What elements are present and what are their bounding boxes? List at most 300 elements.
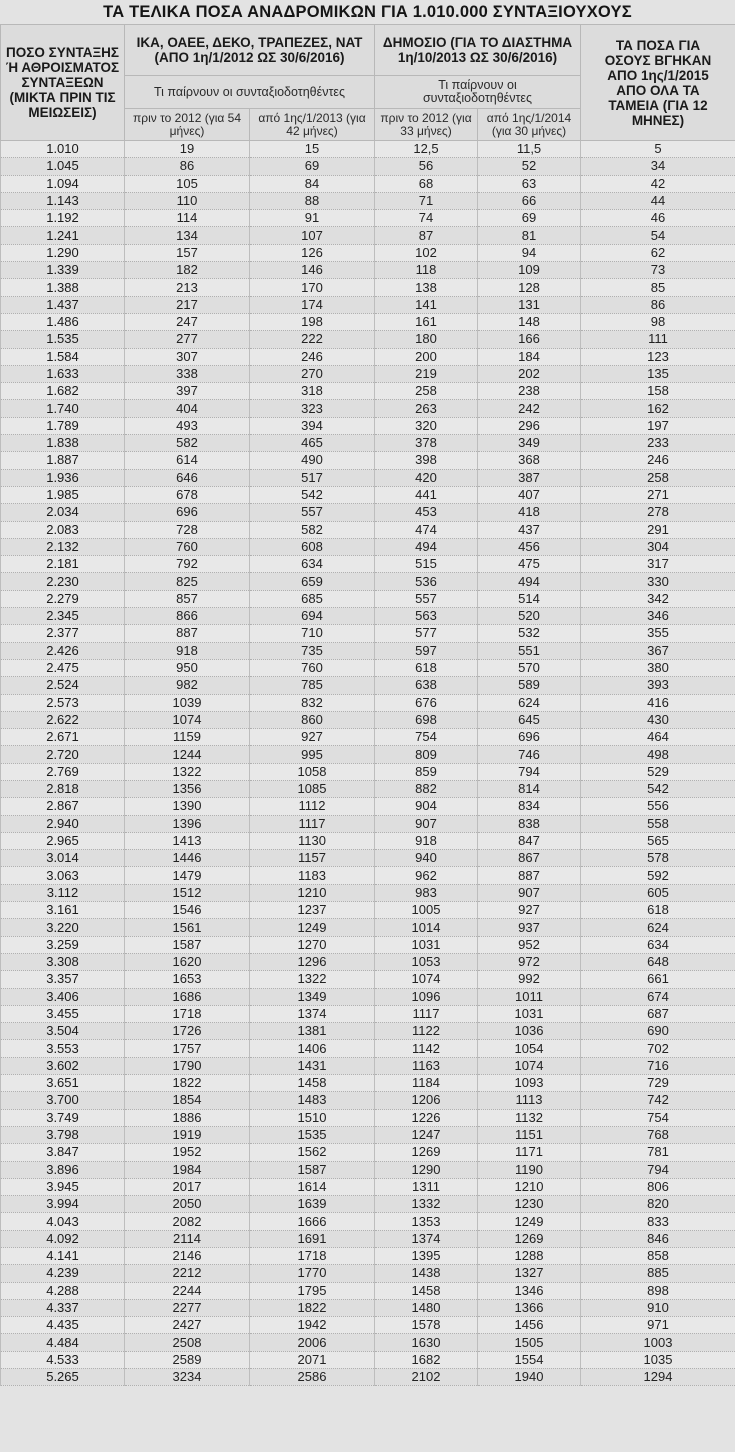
col-public-from-2014: από 1ης/1/2014 (για 30 μήνες) (478, 109, 581, 141)
cell-pension: 1.789 (1, 417, 125, 434)
cell-pension: 4.092 (1, 1230, 125, 1247)
cell-ika-before-2012: 866 (125, 608, 250, 625)
cell-retired-2015: 46 (581, 210, 735, 227)
cell-public-before-2012: 1578 (375, 1317, 478, 1334)
cell-public-before-2012: 398 (375, 452, 478, 469)
cell-public-from-2014: 847 (478, 832, 581, 849)
cell-public-from-2014: 1456 (478, 1317, 581, 1334)
cell-pension: 3.602 (1, 1057, 125, 1074)
cell-ika-from-2013: 659 (250, 573, 375, 590)
cell-ika-from-2013: 557 (250, 504, 375, 521)
cell-pension: 1.045 (1, 158, 125, 175)
cell-pension: 1.486 (1, 313, 125, 330)
table-row (1, 608, 735, 625)
table-row (1, 1334, 735, 1351)
cell-retired-2015: 367 (581, 642, 735, 659)
cell-pension: 2.573 (1, 694, 125, 711)
cell-retired-2015: 330 (581, 573, 735, 590)
cell-retired-2015: 498 (581, 746, 735, 763)
cell-retired-2015: 806 (581, 1178, 735, 1195)
cell-retired-2015: 346 (581, 608, 735, 625)
cell-retired-2015: 430 (581, 711, 735, 728)
table-row (1, 1369, 735, 1386)
cell-ika-from-2013: 634 (250, 556, 375, 573)
cell-ika-from-2013: 2586 (250, 1369, 375, 1386)
cell-public-from-2014: 696 (478, 729, 581, 746)
cell-ika-from-2013: 517 (250, 469, 375, 486)
cell-public-before-2012: 1311 (375, 1178, 478, 1195)
cell-public-before-2012: 180 (375, 331, 478, 348)
table-row (1, 971, 735, 988)
cell-pension: 2.181 (1, 556, 125, 573)
cell-pension: 2.769 (1, 763, 125, 780)
cell-ika-before-2012: 247 (125, 313, 250, 330)
cell-ika-from-2013: 318 (250, 383, 375, 400)
cell-public-from-2014: 1210 (478, 1178, 581, 1195)
cell-ika-before-2012: 728 (125, 521, 250, 538)
cell-pension: 1.633 (1, 365, 125, 382)
cell-ika-before-2012: 493 (125, 417, 250, 434)
cell-public-before-2012: 494 (375, 538, 478, 555)
subheader-ika: Τι παίρνουν οι συνταξιοδοτηθέντες (125, 76, 375, 109)
cell-public-before-2012: 453 (375, 504, 478, 521)
table-row (1, 763, 735, 780)
cell-retired-2015: 634 (581, 936, 735, 953)
cell-ika-from-2013: 1374 (250, 1005, 375, 1022)
cell-retired-2015: 271 (581, 486, 735, 503)
cell-public-before-2012: 536 (375, 573, 478, 590)
cell-ika-from-2013: 1535 (250, 1126, 375, 1143)
cell-pension: 2.622 (1, 711, 125, 728)
table-row (1, 504, 735, 521)
table-row (1, 1317, 735, 1334)
cell-public-before-2012: 1014 (375, 919, 478, 936)
cell-ika-before-2012: 1546 (125, 902, 250, 919)
cell-public-before-2012: 68 (375, 175, 478, 192)
cell-public-before-2012: 1074 (375, 971, 478, 988)
cell-ika-from-2013: 1458 (250, 1075, 375, 1092)
cell-ika-before-2012: 3234 (125, 1369, 250, 1386)
cell-pension: 4.239 (1, 1265, 125, 1282)
cell-public-from-2014: 66 (478, 192, 581, 209)
cell-ika-before-2012: 2212 (125, 1265, 250, 1282)
cell-public-before-2012: 161 (375, 313, 478, 330)
cell-ika-before-2012: 134 (125, 227, 250, 244)
cell-public-from-2014: 1269 (478, 1230, 581, 1247)
cell-ika-from-2013: 270 (250, 365, 375, 382)
cell-public-from-2014: 514 (478, 590, 581, 607)
cell-public-before-2012: 1226 (375, 1109, 478, 1126)
cell-public-before-2012: 1096 (375, 988, 478, 1005)
cell-public-from-2014: 624 (478, 694, 581, 711)
cell-pension: 1.192 (1, 210, 125, 227)
cell-public-from-2014: 131 (478, 296, 581, 313)
cell-public-from-2014: 1554 (478, 1351, 581, 1368)
table-row (1, 141, 735, 158)
cell-ika-before-2012: 277 (125, 331, 250, 348)
cell-public-before-2012: 74 (375, 210, 478, 227)
cell-pension: 4.141 (1, 1248, 125, 1265)
cell-ika-before-2012: 110 (125, 192, 250, 209)
cell-pension: 3.161 (1, 902, 125, 919)
cell-pension: 1.682 (1, 383, 125, 400)
cell-retired-2015: 393 (581, 677, 735, 694)
cell-public-from-2014: 1940 (478, 1369, 581, 1386)
cell-ika-from-2013: 1112 (250, 798, 375, 815)
cell-public-before-2012: 515 (375, 556, 478, 573)
cell-public-from-2014: 1288 (478, 1248, 581, 1265)
cell-public-before-2012: 1630 (375, 1334, 478, 1351)
cell-ika-before-2012: 86 (125, 158, 250, 175)
cell-retired-2015: 558 (581, 815, 735, 832)
cell-public-before-2012: 1005 (375, 902, 478, 919)
table-row (1, 192, 735, 209)
cell-pension: 2.426 (1, 642, 125, 659)
cell-pension: 1.143 (1, 192, 125, 209)
cell-public-from-2014: 296 (478, 417, 581, 434)
cell-ika-from-2013: 1942 (250, 1317, 375, 1334)
cell-public-from-2014: 867 (478, 850, 581, 867)
cell-public-before-2012: 618 (375, 659, 478, 676)
cell-public-from-2014: 52 (478, 158, 581, 175)
cell-ika-before-2012: 614 (125, 452, 250, 469)
cell-public-before-2012: 577 (375, 625, 478, 642)
cell-public-before-2012: 962 (375, 867, 478, 884)
cell-retired-2015: 674 (581, 988, 735, 1005)
cell-pension: 1.838 (1, 435, 125, 452)
cell-ika-before-2012: 1390 (125, 798, 250, 815)
table-row (1, 175, 735, 192)
cell-public-from-2014: 1031 (478, 1005, 581, 1022)
cell-public-from-2014: 1074 (478, 1057, 581, 1074)
cell-ika-from-2013: 1406 (250, 1040, 375, 1057)
cell-ika-from-2013: 582 (250, 521, 375, 538)
cell-ika-from-2013: 84 (250, 175, 375, 192)
cell-ika-from-2013: 1381 (250, 1023, 375, 1040)
cell-ika-from-2013: 170 (250, 279, 375, 296)
cell-public-from-2014: 1249 (478, 1213, 581, 1230)
cell-ika-before-2012: 397 (125, 383, 250, 400)
cell-retired-2015: 529 (581, 763, 735, 780)
cell-public-from-2014: 1366 (478, 1299, 581, 1316)
cell-public-from-2014: 494 (478, 573, 581, 590)
cell-pension: 5.265 (1, 1369, 125, 1386)
cell-pension: 2.132 (1, 538, 125, 555)
cell-retired-2015: 54 (581, 227, 735, 244)
table-row (1, 1248, 735, 1265)
cell-ika-before-2012: 2082 (125, 1213, 250, 1230)
cell-pension: 3.406 (1, 988, 125, 1005)
cell-public-from-2014: 184 (478, 348, 581, 365)
cell-ika-from-2013: 1718 (250, 1248, 375, 1265)
cell-ika-from-2013: 1510 (250, 1109, 375, 1126)
cell-ika-before-2012: 2146 (125, 1248, 250, 1265)
cell-ika-from-2013: 1210 (250, 884, 375, 901)
cell-ika-before-2012: 1886 (125, 1109, 250, 1126)
cell-retired-2015: 820 (581, 1196, 735, 1213)
table-row (1, 780, 735, 797)
table-row (1, 590, 735, 607)
cell-pension: 4.533 (1, 1351, 125, 1368)
table-row (1, 729, 735, 746)
cell-ika-before-2012: 1356 (125, 780, 250, 797)
cell-public-from-2014: 128 (478, 279, 581, 296)
table-row (1, 435, 735, 452)
cell-public-from-2014: 69 (478, 210, 581, 227)
pension-table (0, 24, 735, 1386)
cell-ika-before-2012: 1854 (125, 1092, 250, 1109)
table-row (1, 642, 735, 659)
cell-ika-before-2012: 696 (125, 504, 250, 521)
cell-ika-before-2012: 2114 (125, 1230, 250, 1247)
cell-pension: 4.337 (1, 1299, 125, 1316)
table-row (1, 521, 735, 538)
table-row (1, 573, 735, 590)
cell-ika-before-2012: 646 (125, 469, 250, 486)
cell-public-before-2012: 918 (375, 832, 478, 849)
cell-pension: 1.437 (1, 296, 125, 313)
cell-retired-2015: 98 (581, 313, 735, 330)
cell-public-before-2012: 1682 (375, 1351, 478, 1368)
cell-ika-before-2012: 1726 (125, 1023, 250, 1040)
cell-ika-before-2012: 404 (125, 400, 250, 417)
cell-pension: 3.700 (1, 1092, 125, 1109)
cell-ika-from-2013: 323 (250, 400, 375, 417)
cell-retired-2015: 464 (581, 729, 735, 746)
cell-pension: 2.377 (1, 625, 125, 642)
cell-retired-2015: 542 (581, 780, 735, 797)
cell-ika-from-2013: 2071 (250, 1351, 375, 1368)
cell-public-from-2014: 1151 (478, 1126, 581, 1143)
table-row (1, 538, 735, 555)
cell-ika-before-2012: 1512 (125, 884, 250, 901)
cell-ika-before-2012: 582 (125, 435, 250, 452)
cell-public-before-2012: 102 (375, 244, 478, 261)
cell-ika-before-2012: 1039 (125, 694, 250, 711)
table-row (1, 210, 735, 227)
cell-retired-2015: 123 (581, 348, 735, 365)
cell-retired-2015: 858 (581, 1248, 735, 1265)
cell-pension: 4.288 (1, 1282, 125, 1299)
cell-ika-before-2012: 1620 (125, 953, 250, 970)
cell-retired-2015: 158 (581, 383, 735, 400)
cell-public-from-2014: 794 (478, 763, 581, 780)
cell-ika-before-2012: 2277 (125, 1299, 250, 1316)
table-row (1, 936, 735, 953)
cell-pension: 3.220 (1, 919, 125, 936)
cell-ika-from-2013: 69 (250, 158, 375, 175)
cell-pension: 3.994 (1, 1196, 125, 1213)
cell-ika-before-2012: 307 (125, 348, 250, 365)
cell-ika-from-2013: 1117 (250, 815, 375, 832)
cell-ika-from-2013: 1270 (250, 936, 375, 953)
cell-ika-from-2013: 1349 (250, 988, 375, 1005)
table-row (1, 1126, 735, 1143)
cell-public-from-2014: 1230 (478, 1196, 581, 1213)
table-row (1, 988, 735, 1005)
cell-pension: 2.345 (1, 608, 125, 625)
cell-ika-from-2013: 107 (250, 227, 375, 244)
cell-ika-before-2012: 1822 (125, 1075, 250, 1092)
cell-retired-2015: 1035 (581, 1351, 735, 1368)
cell-retired-2015: 355 (581, 625, 735, 642)
cell-pension: 3.553 (1, 1040, 125, 1057)
cell-public-before-2012: 1053 (375, 953, 478, 970)
cell-public-from-2014: 166 (478, 331, 581, 348)
cell-public-before-2012: 141 (375, 296, 478, 313)
cell-pension: 3.896 (1, 1161, 125, 1178)
table-row (1, 469, 735, 486)
cell-retired-2015: 618 (581, 902, 735, 919)
cell-retired-2015: 86 (581, 296, 735, 313)
cell-public-before-2012: 1438 (375, 1265, 478, 1282)
cell-ika-from-2013: 146 (250, 262, 375, 279)
cell-pension: 1.535 (1, 331, 125, 348)
cell-ika-from-2013: 394 (250, 417, 375, 434)
table-row (1, 1299, 735, 1316)
cell-retired-2015: 833 (581, 1213, 735, 1230)
cell-public-from-2014: 1113 (478, 1092, 581, 1109)
cell-ika-before-2012: 1561 (125, 919, 250, 936)
cell-public-from-2014: 992 (478, 971, 581, 988)
cell-ika-before-2012: 1587 (125, 936, 250, 953)
cell-ika-before-2012: 1074 (125, 711, 250, 728)
cell-public-before-2012: 1458 (375, 1282, 478, 1299)
cell-public-before-2012: 882 (375, 780, 478, 797)
cell-public-before-2012: 258 (375, 383, 478, 400)
cell-public-from-2014: 1190 (478, 1161, 581, 1178)
cell-pension: 2.720 (1, 746, 125, 763)
cell-public-from-2014: 349 (478, 435, 581, 452)
cell-public-before-2012: 676 (375, 694, 478, 711)
cell-retired-2015: 42 (581, 175, 735, 192)
table-header (1, 25, 735, 141)
table-row (1, 158, 735, 175)
cell-ika-from-2013: 685 (250, 590, 375, 607)
table-row (1, 1265, 735, 1282)
cell-ika-before-2012: 19 (125, 141, 250, 158)
cell-pension: 3.945 (1, 1178, 125, 1195)
cell-public-before-2012: 940 (375, 850, 478, 867)
table-row (1, 1282, 735, 1299)
cell-ika-from-2013: 860 (250, 711, 375, 728)
cell-ika-from-2013: 735 (250, 642, 375, 659)
cell-retired-2015: 380 (581, 659, 735, 676)
cell-ika-before-2012: 825 (125, 573, 250, 590)
cell-public-from-2014: 887 (478, 867, 581, 884)
cell-ika-before-2012: 1919 (125, 1126, 250, 1143)
cell-public-from-2014: 1327 (478, 1265, 581, 1282)
cell-public-before-2012: 698 (375, 711, 478, 728)
cell-public-from-2014: 94 (478, 244, 581, 261)
cell-ika-from-2013: 1130 (250, 832, 375, 849)
cell-ika-from-2013: 1431 (250, 1057, 375, 1074)
cell-public-from-2014: 1093 (478, 1075, 581, 1092)
table-row (1, 452, 735, 469)
table-row (1, 486, 735, 503)
cell-public-from-2014: 456 (478, 538, 581, 555)
cell-retired-2015: 233 (581, 435, 735, 452)
cell-public-from-2014: 570 (478, 659, 581, 676)
cell-ika-before-2012: 1984 (125, 1161, 250, 1178)
table-row (1, 313, 735, 330)
table-row (1, 348, 735, 365)
cell-public-before-2012: 474 (375, 521, 478, 538)
cell-public-from-2014: 81 (478, 227, 581, 244)
table-row (1, 1040, 735, 1057)
cell-ika-before-2012: 1322 (125, 763, 250, 780)
table-row (1, 227, 735, 244)
cell-pension: 1.985 (1, 486, 125, 503)
table-row (1, 694, 735, 711)
cell-ika-from-2013: 1085 (250, 780, 375, 797)
table-row (1, 867, 735, 884)
cell-public-from-2014: 407 (478, 486, 581, 503)
table-row (1, 1351, 735, 1368)
cell-ika-before-2012: 1757 (125, 1040, 250, 1057)
cell-ika-from-2013: 1770 (250, 1265, 375, 1282)
cell-ika-from-2013: 1691 (250, 1230, 375, 1247)
cell-retired-2015: 898 (581, 1282, 735, 1299)
table-row (1, 400, 735, 417)
cell-ika-before-2012: 1686 (125, 988, 250, 1005)
cell-public-from-2014: 814 (478, 780, 581, 797)
cell-pension: 1.339 (1, 262, 125, 279)
cell-retired-2015: 317 (581, 556, 735, 573)
cell-public-from-2014: 475 (478, 556, 581, 573)
table-row (1, 677, 735, 694)
cell-public-from-2014: 437 (478, 521, 581, 538)
cell-retired-2015: 648 (581, 953, 735, 970)
cell-public-before-2012: 56 (375, 158, 478, 175)
cell-retired-2015: 44 (581, 192, 735, 209)
cell-retired-2015: 258 (581, 469, 735, 486)
cell-ika-before-2012: 1159 (125, 729, 250, 746)
cell-public-from-2014: 368 (478, 452, 581, 469)
cell-pension: 3.357 (1, 971, 125, 988)
cell-retired-2015: 135 (581, 365, 735, 382)
cell-ika-from-2013: 1183 (250, 867, 375, 884)
cell-ika-from-2013: 1562 (250, 1144, 375, 1161)
cell-pension: 3.308 (1, 953, 125, 970)
cell-public-before-2012: 12,5 (375, 141, 478, 158)
header-retired-2015: ΤΑ ΠΟΣΑ ΓΙΑ ΟΣΟΥΣ ΒΓΗΚΑΝ ΑΠΟ 1ης/1/2015 ΑΠΟ ΟΛΑ ΤΑ ΤΑΜΕΙΑ (ΓΙΑ 12 ΜΗΝΕΣ) (581, 25, 735, 141)
cell-ika-before-2012: 2508 (125, 1334, 250, 1351)
cell-ika-before-2012: 1244 (125, 746, 250, 763)
cell-public-before-2012: 200 (375, 348, 478, 365)
table-row (1, 1178, 735, 1195)
cell-public-before-2012: 904 (375, 798, 478, 815)
cell-public-before-2012: 2102 (375, 1369, 478, 1386)
cell-ika-before-2012: 792 (125, 556, 250, 573)
cell-public-before-2012: 1247 (375, 1126, 478, 1143)
cell-pension: 4.043 (1, 1213, 125, 1230)
cell-retired-2015: 556 (581, 798, 735, 815)
cell-public-from-2014: 1036 (478, 1023, 581, 1040)
cell-public-before-2012: 263 (375, 400, 478, 417)
cell-ika-from-2013: 174 (250, 296, 375, 313)
cell-ika-before-2012: 1396 (125, 815, 250, 832)
cell-ika-before-2012: 114 (125, 210, 250, 227)
cell-ika-from-2013: 198 (250, 313, 375, 330)
table-row (1, 832, 735, 849)
cell-pension: 2.818 (1, 780, 125, 797)
cell-ika-before-2012: 182 (125, 262, 250, 279)
cell-ika-from-2013: 88 (250, 192, 375, 209)
cell-pension: 3.749 (1, 1109, 125, 1126)
cell-pension: 2.867 (1, 798, 125, 815)
cell-pension: 1.010 (1, 141, 125, 158)
